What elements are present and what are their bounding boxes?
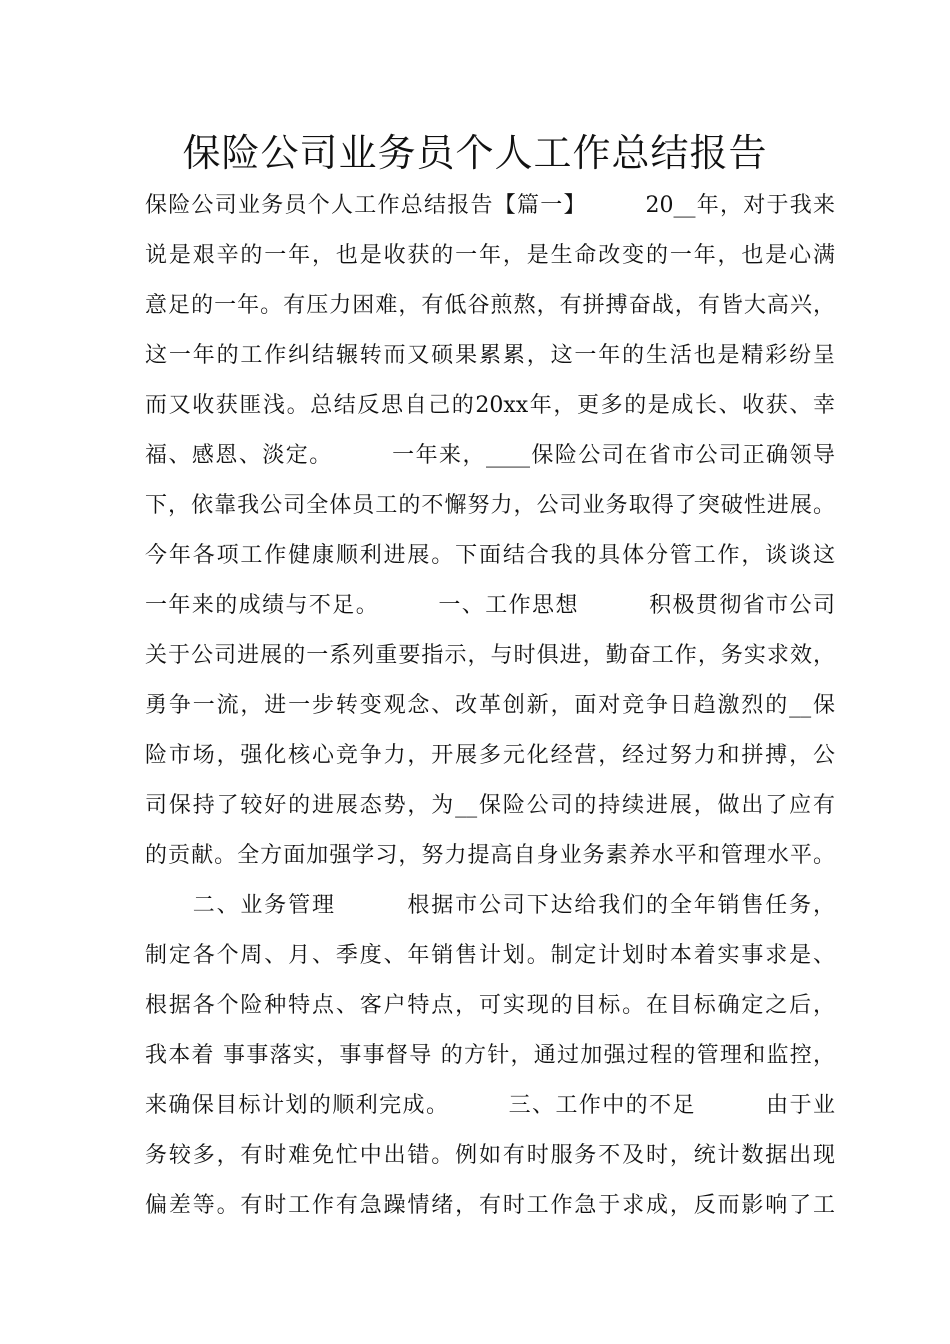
body-line-21: 偏差等。有时工作有急躁情绪，有时工作急于求成，反而影响了工 <box>145 1193 835 1218</box>
body-line-9: 一年来的成绩与不足。 一、工作思想 积极贯彻省市公司 <box>145 593 835 618</box>
body-line-5: 而又收获匪浅。总结反思自己的20xx年，更多的是成长、收获、幸 <box>145 393 835 418</box>
body-line-15: 二、业务管理 根据市公司下达给我们的全年销售任务， <box>145 893 835 918</box>
body-line-16: 制定各个周、月、季度、年销售计划。制定计划时本着实事求是、 <box>145 943 835 968</box>
body-line-10: 关于公司进展的一系列重要指示，与时俱进，勤奋工作，务实求效， <box>145 643 835 668</box>
body-line-12: 险市场，强化核心竞争力，开展多元化经营，经过努力和拼搏，公 <box>145 743 835 768</box>
body-line-7: 下，依靠我公司全体员工的不懈努力，公司业务取得了突破性进展。 <box>145 493 835 518</box>
body-line-3: 意足的一年。有压力困难，有低谷煎熬，有拼搏奋战，有皆大高兴， <box>145 293 835 318</box>
body-line-8: 今年各项工作健康顺利进展。下面结合我的具体分管工作，谈谈这 <box>145 543 835 568</box>
body-line-14: 的贡献。全方面加强学习，努力提高自身业务素养水平和管理水平。 <box>145 843 835 868</box>
body-line-11: 勇争一流，进一步转变观念、改革创新，面对竞争日趋激烈的__保 <box>145 693 835 718</box>
document-body <box>145 181 835 1231</box>
body-line-13: 司保持了较好的进展态势，为__保险公司的持续进展，做出了应有 <box>145 793 835 818</box>
body-line-2: 说是艰辛的一年，也是收获的一年，是生命改变的一年，也是心满 <box>145 243 835 268</box>
body-line-1: 保险公司业务员个人工作总结报告【篇一】 20__年，对于我来 <box>145 193 835 218</box>
body-line-4: 这一年的工作纠结辗转而又硕果累累，这一年的生活也是精彩纷呈 <box>145 343 835 368</box>
body-line-18: 我本着 事事落实，事事督导 的方针，通过加强过程的管理和监控， <box>145 1043 835 1068</box>
body-line-20: 务较多，有时难免忙中出错。例如有时服务不及时，统计数据出现 <box>145 1143 835 1168</box>
document-title: 保险公司业务员个人工作总结报告 <box>182 131 768 175</box>
body-line-19: 来确保目标计划的顺利完成。 三、工作中的不足 由于业 <box>145 1093 835 1118</box>
body-line-6: 福、感恩、淡定。 一年来，____保险公司在省市公司正确领导 <box>145 443 835 468</box>
body-line-17: 根据各个险种特点、客户特点，可实现的目标。在目标确定之后， <box>145 993 835 1018</box>
